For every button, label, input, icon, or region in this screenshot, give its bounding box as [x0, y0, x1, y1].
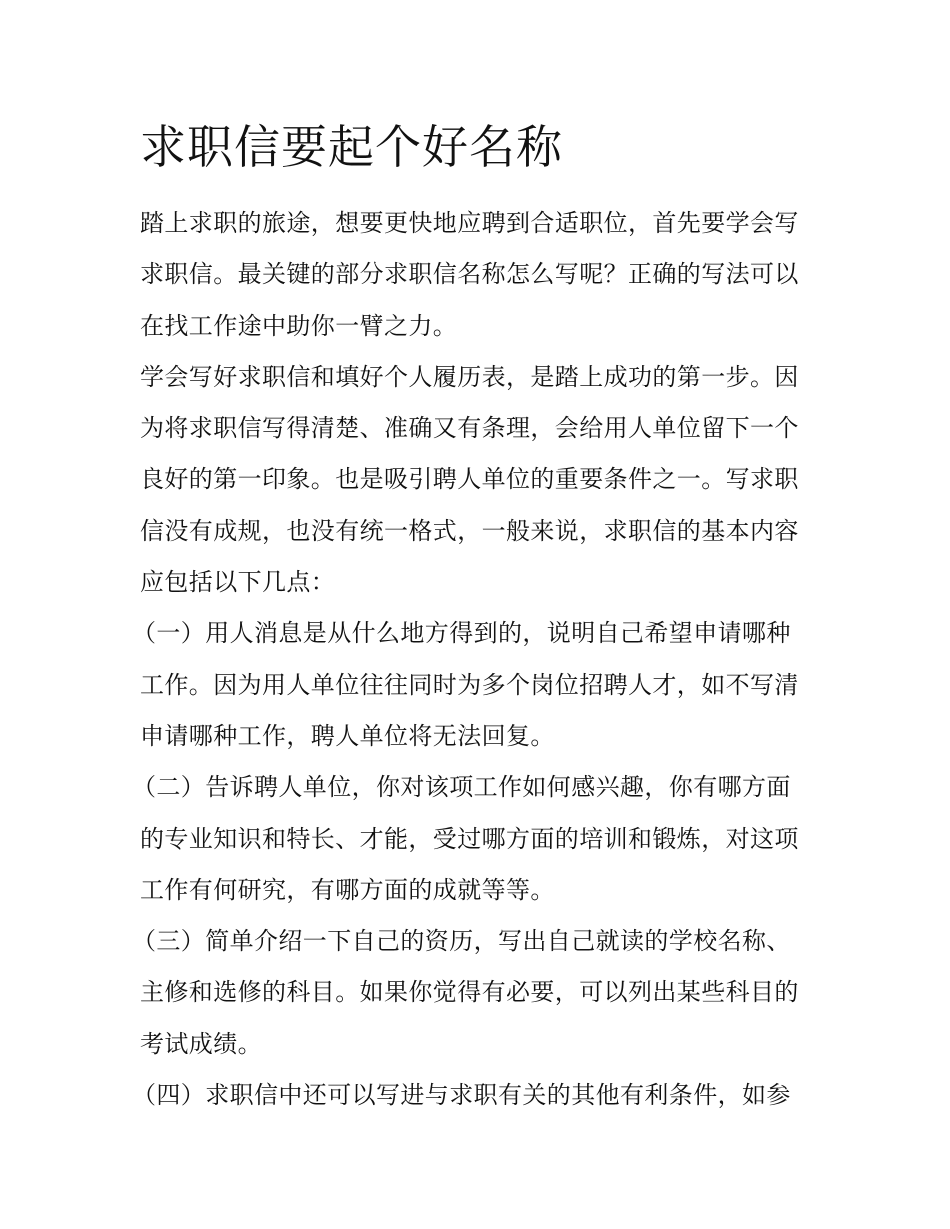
body-line: （二）告诉聘人单位，你对该项工作如何感兴趣，你有哪方面	[132, 773, 791, 802]
body-line: 的专业知识和特长、才能，受过哪方面的培训和锻炼，对这项	[140, 824, 799, 853]
body-line: 应包括以下几点：	[140, 568, 336, 597]
body-line: （一）用人消息是从什么地方得到的，说明自己希望申请哪种	[132, 619, 791, 648]
body-line: （三）简单介绍一下自己的资历，写出自己就读的学校名称、	[132, 927, 791, 956]
body-line: 工作。因为用人单位往往同时为多个岗位招聘人才，如不写清	[140, 670, 799, 699]
document-body	[132, 198, 830, 1121]
body-line: 信没有成规，也没有统一格式，一般来说，求职信的基本内容	[140, 516, 799, 545]
body-line: （四）求职信中还可以写进与求职有关的其他有利条件，如参	[132, 1081, 791, 1110]
body-line: 申请哪种工作，聘人单位将无法回复。	[140, 721, 555, 750]
body-line: 求职信。最关键的部分求职信名称怎么写呢？正确的写法可以	[140, 260, 799, 289]
body-line: 在找工作途中助你一臂之力。	[140, 311, 458, 340]
body-line: 工作有何研究，有哪方面的成就等等。	[140, 875, 555, 904]
body-line: 主修和选修的科目。如果你觉得有必要，可以列出某些科目的	[140, 978, 799, 1007]
body-line: 学会写好求职信和填好个人履历表，是踏上成功的第一步。因	[140, 362, 799, 391]
body-line: 踏上求职的旅途，想要更快地应聘到合适职位，首先要学会写	[140, 209, 799, 237]
document-title: 求职信要起个好名称	[140, 120, 563, 174]
body-line: 为将求职信写得清楚、准确又有条理，会给用人单位留下一个	[140, 414, 799, 443]
body-line: 考试成绩。	[140, 1029, 262, 1058]
body-line: 良好的第一印象。也是吸引聘人单位的重要条件之一。写求职	[140, 465, 799, 494]
